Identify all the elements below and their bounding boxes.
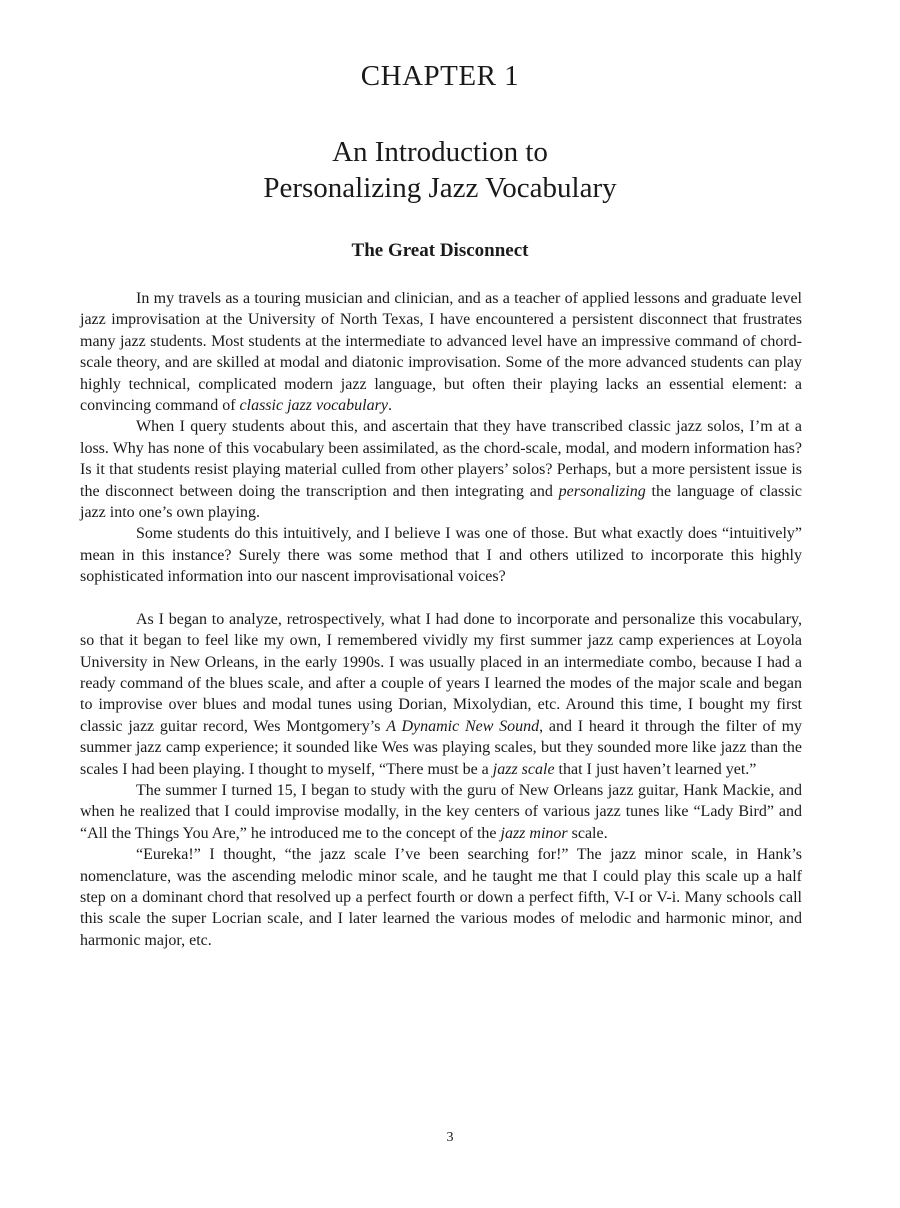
paragraph-5-text-c: scale.	[567, 824, 608, 842]
paragraph-1-text-c: .	[387, 397, 392, 415]
paragraph-5-italic: jazz minor	[500, 824, 568, 842]
page-number: 3	[446, 1130, 454, 1145]
paragraph-3	[80, 523, 802, 587]
paragraph-4	[80, 609, 802, 780]
paragraph-2-text-a: When I query students about this, and ascertain that they have transcribed classic jazz solos, I’m at a loss. Why has none of this vocabulary been assimilated, as the chord-scale, modal, and modern information has? Is it that students resist playing material culled from other players’ solos? Perhaps, but a more persistent issue is the disconnect between doing the transcription and then integrating and	[80, 418, 802, 500]
paragraph-2-italic: personalizing	[558, 482, 646, 500]
paragraph-4-text-a: As I began to analyze, retrospectively, what I had done to incorporate and personalize this vocabulary, so that it began to feel like my own, I remembered vividly my first summer jazz camp experiences at Loyola University in New Orleans, in the early 1990s. I was usually placed in an intermediate combo, because I had a ready command of the blues scale, and after a couple of years I learned the modes of the major scale and began to improvise over blues and modal tunes using Dorian, Mixolydian, etc. Around this time, I bought my first classic jazz guitar record, Wes Montgomery’s	[80, 610, 802, 735]
paragraph-2-text-c: the language of classic jazz into one’s own playing.	[80, 482, 802, 522]
paragraph-5	[80, 780, 802, 844]
chapter-title	[0, 134, 880, 206]
chapter-label: CHAPTER 1	[360, 60, 520, 92]
paragraph-4-italic-term: jazz scale	[492, 760, 555, 778]
paragraph-4-italic-title: A Dynamic New Sound	[386, 717, 540, 735]
section-heading: The Great Disconnect	[351, 240, 529, 261]
paragraph-1-italic: classic jazz vocabulary	[239, 397, 388, 415]
chapter-title-line-2: Personalizing Jazz Vocabulary	[263, 172, 617, 204]
paragraph-1-text-a: In my travels as a touring musician and clinician, and as a teacher of applied lessons and graduate level jazz improvisation at the University of North Texas, I have encountered a persistent disconnect that frustrates many jazz students. Most students at the intermediate to advanced level have an impressive command of chord-scale theory, and are skilled at modal and diatonic improvisation. Some of the more advanced students can play highly technical, complicated modern jazz language, but often their playing lacks an essential element: a convincing command of	[80, 290, 802, 415]
paragraph-2	[80, 416, 802, 523]
paragraph-6	[80, 844, 802, 951]
chapter-title-line-1: An Introduction to	[332, 136, 548, 168]
paragraph-1	[80, 288, 802, 416]
body-text	[80, 288, 802, 951]
paragraph-6-text: “Eureka!” I thought, “the jazz scale I’ve been searching for!” The jazz minor scale, in Hank’s nomenclature, was the ascending melodic minor scale, and he taught me that I could play this scale up a half step on a dominant chord that resolved up a perfect fourth or down a perfect fifth, V-I or V-i. Many schools call this scale the super Locrian scale, and I later learned the various modes of melodic and harmonic minor, and harmonic major, etc.	[80, 846, 802, 949]
paragraph-4-text-e: that I just haven’t learned yet.”	[554, 760, 757, 778]
paragraph-5-text-a: The summer I turned 15, I began to study with the guru of New Orleans jazz guitar, Hank Mackie, and when he realized that I could improvise modally, in the key centers of various jazz tunes like “Lady Bird” and “All the Things You Are,” he introduced me to the concept of the	[80, 781, 802, 842]
paragraph-3-text: Some students do this intuitively, and I believe I was one of those. But what exactly does “intuitively” mean in this instance? Surely there was some method that I and others utilized to incorporate this highly sophisticated information into our nascent improvisational voices?	[80, 525, 802, 586]
paragraph-4-text-c: , and I heard it through the filter of my summer jazz camp experience; it sounded like Wes was playing scales, but they sounded more like jazz than the scales I had been playing. I thought to myself, “There must be a	[80, 717, 803, 778]
